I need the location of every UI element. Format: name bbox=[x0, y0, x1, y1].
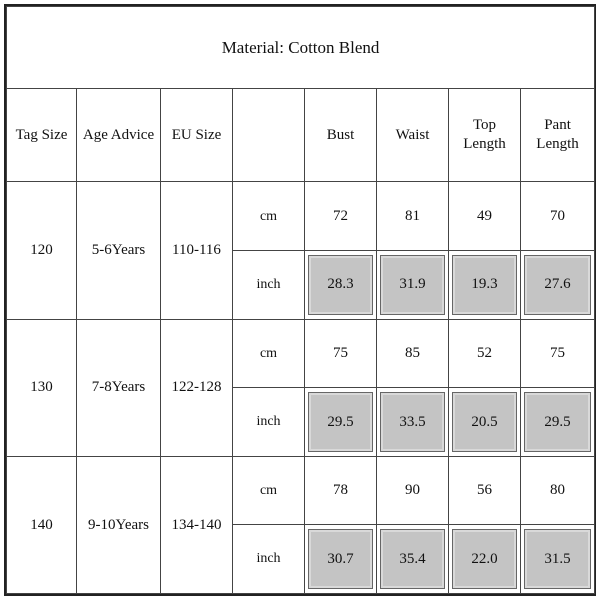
bust-cell bbox=[305, 388, 377, 457]
age-advice-cell: 7-8Years bbox=[77, 319, 161, 456]
shaded-value: 29.5 bbox=[524, 392, 591, 452]
shaded-value: 27.6 bbox=[524, 255, 591, 315]
waist-cell bbox=[377, 388, 449, 457]
unit-cell: cm bbox=[233, 182, 305, 251]
header-pant-length-line1: Pant bbox=[544, 117, 571, 134]
eu-size-cell: 110-116 bbox=[161, 182, 233, 319]
shaded-value: 29.5 bbox=[308, 392, 373, 452]
waist-cell: 81 bbox=[377, 182, 449, 251]
table-row bbox=[7, 182, 595, 251]
pant-length-cell bbox=[521, 251, 595, 320]
top-length-cell: 49 bbox=[449, 182, 521, 251]
tag-size-cell: 120 bbox=[7, 182, 77, 319]
shaded-value: 22.0 bbox=[452, 529, 517, 589]
header-top-length-line1: Top bbox=[472, 117, 497, 134]
header-age-advice: Age Advice bbox=[77, 88, 161, 182]
table-row bbox=[7, 319, 595, 388]
bust-cell bbox=[305, 251, 377, 320]
pant-length-cell: 80 bbox=[521, 456, 595, 525]
shaded-value: 30.7 bbox=[308, 529, 373, 589]
top-length-cell: 56 bbox=[449, 456, 521, 525]
bust-cell: 72 bbox=[305, 182, 377, 251]
age-advice-cell: 9-10Years bbox=[77, 456, 161, 593]
header-waist: Waist bbox=[377, 88, 449, 182]
bust-cell: 75 bbox=[305, 319, 377, 388]
waist-cell: 85 bbox=[377, 319, 449, 388]
top-length-cell bbox=[449, 388, 521, 457]
header-top-length bbox=[449, 88, 521, 182]
size-table bbox=[6, 6, 595, 594]
shaded-value: 20.5 bbox=[452, 392, 517, 452]
age-advice-cell: 5-6Years bbox=[77, 182, 161, 319]
header-tag-size: Tag Size bbox=[7, 88, 77, 182]
pant-length-cell bbox=[521, 388, 595, 457]
waist-cell bbox=[377, 525, 449, 594]
shaded-value: 31.9 bbox=[380, 255, 445, 315]
header-row bbox=[7, 88, 595, 182]
bust-cell: 78 bbox=[305, 456, 377, 525]
table-row bbox=[7, 456, 595, 525]
pant-length-cell bbox=[521, 525, 595, 594]
shaded-value: 19.3 bbox=[452, 255, 517, 315]
waist-cell bbox=[377, 251, 449, 320]
header-eu-size: EU Size bbox=[161, 88, 233, 182]
tag-size-cell: 140 bbox=[7, 456, 77, 593]
header-pant-length-line2: Length bbox=[536, 136, 579, 153]
shaded-value: 31.5 bbox=[524, 529, 591, 589]
unit-cell: inch bbox=[233, 251, 305, 320]
waist-cell: 90 bbox=[377, 456, 449, 525]
tag-size-cell: 130 bbox=[7, 319, 77, 456]
header-bust: Bust bbox=[305, 88, 377, 182]
pant-length-cell: 75 bbox=[521, 319, 595, 388]
eu-size-cell: 134-140 bbox=[161, 456, 233, 593]
unit-cell: cm bbox=[233, 456, 305, 525]
top-length-cell bbox=[449, 525, 521, 594]
top-length-cell bbox=[449, 251, 521, 320]
bust-cell bbox=[305, 525, 377, 594]
unit-cell: inch bbox=[233, 525, 305, 594]
shaded-value: 33.5 bbox=[380, 392, 445, 452]
size-chart bbox=[4, 4, 596, 596]
header-unit bbox=[233, 88, 305, 182]
shaded-value: 35.4 bbox=[380, 529, 445, 589]
eu-size-cell: 122-128 bbox=[161, 319, 233, 456]
table-title: Material: Cotton Blend bbox=[7, 7, 595, 89]
pant-length-cell: 70 bbox=[521, 182, 595, 251]
top-length-cell: 52 bbox=[449, 319, 521, 388]
unit-cell: inch bbox=[233, 388, 305, 457]
header-top-length-line2: Length bbox=[463, 136, 506, 153]
shaded-value: 28.3 bbox=[308, 255, 373, 315]
unit-cell: cm bbox=[233, 319, 305, 388]
header-pant-length bbox=[521, 88, 595, 182]
